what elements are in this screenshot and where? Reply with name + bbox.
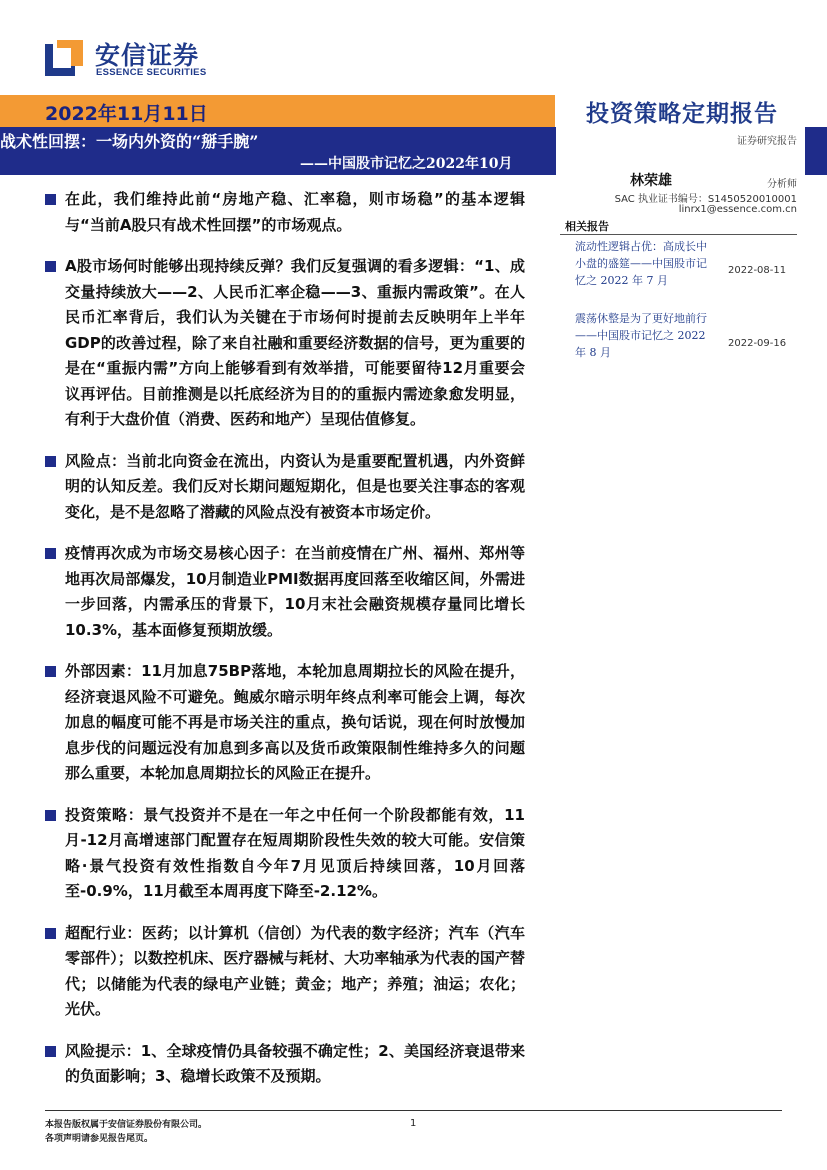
summary-paragraph: 在此，我们维持此前“房地产稳、汇率稳，则市场稳”的基本逻辑与“当前A股只有战术性回摆”的市场观点。 — [45, 187, 525, 238]
brand-name-en: ESSENCE SECURITIES — [96, 67, 207, 78]
summary-paragraph: 外部因素：11月加息75BP落地，本轮加息周期拉长的风险在提升，经济衰退风险不可避免。鲍威尔暗示明年终点利率可能会上调，每次加息的幅度可能不再是市场关注的重点，换句话说，现在何时放慢加息步伐的问题远没有加息到多高以及货币政策限制性维持多久的问题那么重要，本轮加息周期拉长的风险正在提升。 — [45, 659, 525, 787]
report-title: 战术性回摆：一场内外资的“掰手腕” — [0, 132, 259, 151]
report-subtype: 证券研究报告 — [737, 136, 797, 147]
square-bullet-icon — [45, 194, 56, 205]
analyst-sac-number: SAC 执业证书编号：S1450520010001 — [614, 194, 797, 205]
divider — [560, 234, 797, 235]
square-bullet-icon — [45, 261, 56, 272]
summary-paragraph: 投资策略：景气投资并不是在一年之中任何一个阶段都能有效，11月-12月高增速部门配置存在短周期阶段性失效的较大可能。安信策略·景气投资有效性指数自今年7月见顶后持续回落，10月回落至-0.9%，11月截至本周再度下降至-2.12%。 — [45, 803, 525, 905]
square-bullet-icon — [45, 1046, 56, 1057]
summary-content — [45, 187, 525, 1106]
square-bullet-icon — [45, 548, 56, 559]
summary-paragraph: 超配行业：医药；以计算机（信创）为代表的数字经济；汽车（汽车零部件）；以数控机床、医疗器械与耗材、大功率轴承为代表的国产替代；以储能为代表的绿电产业链；黄金；地产；养殖；油运；农化；光伏。 — [45, 921, 525, 1023]
report-subtitle: ——中国股市记忆之2022年10月 — [300, 156, 513, 172]
related-report-link[interactable]: 流动性逻辑占优：高成长中小盘的盛筵——中国股市记忆之 2022 年 7 月 — [575, 240, 707, 287]
page-number: 1 — [410, 1118, 417, 1129]
report-type: 投资策略定期报告 — [586, 100, 778, 127]
footer-divider — [45, 1110, 782, 1111]
title-band — [0, 127, 556, 175]
analyst-name: 林荣雄 — [630, 173, 672, 189]
title-band-right — [805, 127, 827, 175]
summary-paragraph: 风险提示：1、全球疫情仍具备较强不确定性；2、美国经济衰退带来的负面影响；3、稳增长政策不及预期。 — [45, 1039, 525, 1090]
related-report-date: 2022-08-11 — [728, 265, 787, 276]
analyst-email[interactable]: linrx1@essence.com.cn — [678, 204, 797, 215]
essence-logo-icon — [45, 36, 83, 76]
brand-name-cn: 安信证券 — [95, 41, 200, 70]
summary-paragraph: 风险点：当前北向资金在流出，内资认为是重要配置机遇，内外资鲜明的认知反差。我们反对长期问题短期化，但是也要关注事态的客观变化，是不是忽略了潜藏的风险点没有被资本市场定价。 — [45, 449, 525, 526]
related-reports-title: 相关报告 — [565, 220, 609, 233]
summary-paragraph: 疫情再次成为市场交易核心因子：在当前疫情在广州、福州、郑州等地再次局部爆发，10月制造业PMI数据再度回落至收缩区间，外需进一步回落，内需承压的背景下，10月末社会融资规模存量同比增长10.3%，基本面修复预期放缓。 — [45, 541, 525, 643]
brand-logo — [45, 36, 205, 80]
copyright-notice: 本报告版权属于安信证券股份有限公司。 — [45, 1120, 208, 1130]
analyst-role: 分析师 — [767, 179, 797, 190]
square-bullet-icon — [45, 810, 56, 821]
related-report-link[interactable]: 震荡休整是为了更好地前行——中国股市记忆之 2022 年 8 月 — [575, 312, 707, 359]
summary-paragraph: A股市场何时能够出现持续反弹？我们反复强调的看多逻辑：“1、成交量持续放大——2、人民币汇率企稳——3、重振内需政策”。在人民币汇率背后，我们认为关键在于市场何时提前去反映明年上半年GDP的改善过程，除了来自社融和重要经济数据的信号，更为重要的是在“重振内需”方向上能够看到有效举措，可能要留待12月重要会议再评估。目前推测是以托底经济为目的的重振内需迹象愈发明显，有利于大盘价值（消费、医药和地产）呈现估值修复。 — [45, 254, 525, 433]
report-date: 2022年11月11日 — [45, 103, 208, 125]
square-bullet-icon — [45, 928, 56, 939]
square-bullet-icon — [45, 456, 56, 467]
square-bullet-icon — [45, 666, 56, 677]
disclaimer-notice: 各项声明请参见报告尾页。 — [45, 1134, 154, 1144]
related-report-date: 2022-09-16 — [728, 338, 787, 349]
